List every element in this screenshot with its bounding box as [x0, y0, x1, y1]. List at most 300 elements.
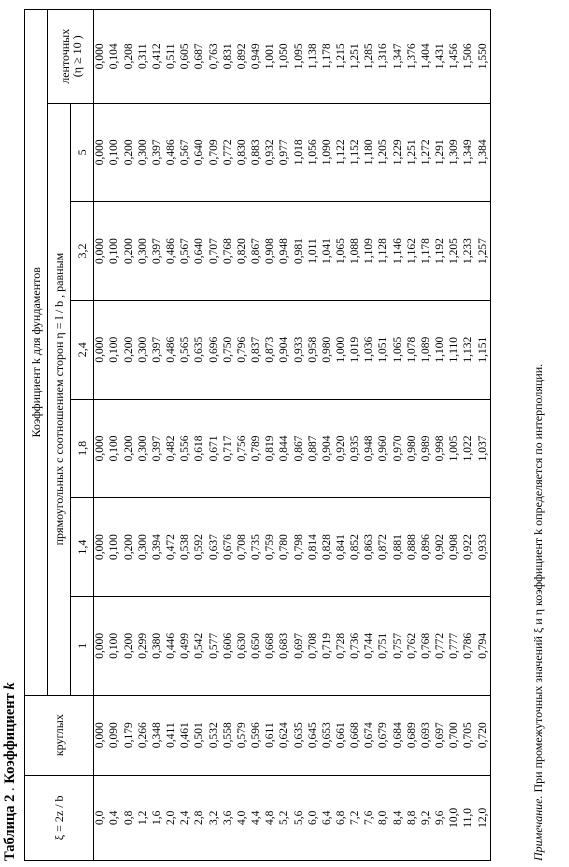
cell-xi: 0,0 [94, 775, 109, 860]
cell-rect: 1,019 [349, 300, 363, 399]
cell-rect: 0,960 [377, 399, 391, 498]
cell-rect: 0,841 [335, 498, 349, 597]
cell-rect: 0,814 [306, 498, 320, 597]
cell-rect: 0,904 [278, 300, 292, 399]
table-row [335, 10, 349, 861]
cell-rect: 1,089 [420, 300, 434, 399]
cell-xi: 10,0 [448, 775, 462, 860]
table-row [108, 10, 122, 861]
cell-circular: 0,266 [136, 695, 150, 775]
cell-strip: 1,095 [292, 10, 306, 104]
header-eta-5: 5 [71, 103, 94, 202]
cell-xi: 5,2 [278, 775, 292, 860]
header-eta-2-4: 2,4 [71, 300, 94, 399]
cell-rect: 0,863 [363, 498, 377, 597]
cell-rect: 0,789 [250, 399, 264, 498]
cell-rect: 1,088 [349, 202, 363, 301]
cell-rect: 0,567 [179, 202, 193, 301]
note-text: При промежуточных значений ξ и η коэффициент k определяется по интерполяции. [531, 363, 545, 796]
cell-circular: 0,679 [377, 695, 391, 775]
table-row [250, 10, 264, 861]
cell-rect: 0,000 [94, 399, 109, 498]
cell-strip: 0,763 [207, 10, 221, 104]
cell-circular: 0,501 [193, 695, 207, 775]
cell-strip: 1,431 [434, 10, 448, 104]
cell-rect: 1,178 [420, 202, 434, 301]
header-group: Коэффициент k для фундаментов [25, 10, 48, 696]
cell-rect: 0,920 [335, 399, 349, 498]
cell-rect: 0,630 [236, 596, 250, 695]
cell-circular: 0,705 [462, 695, 476, 775]
cell-rect: 1,110 [448, 300, 462, 399]
table-row [420, 10, 434, 861]
cell-rect: 0,888 [405, 498, 419, 597]
table-number: Таблица 2 [2, 794, 18, 861]
cell-strip: 0,831 [221, 10, 235, 104]
cell-xi: 7,2 [349, 775, 363, 860]
cell-rect: 0,958 [306, 300, 320, 399]
cell-xi: 9,6 [434, 775, 448, 860]
header-eta-1-4: 1,4 [71, 498, 94, 597]
title-symbol: k [2, 682, 18, 690]
cell-rect: 0,000 [94, 103, 109, 202]
cell-rect: 0,933 [292, 300, 306, 399]
cell-rect: 0,998 [434, 399, 448, 498]
cell-xi: 1,6 [151, 775, 165, 860]
cell-circular: 0,611 [264, 695, 278, 775]
table-row [391, 10, 405, 861]
cell-rect: 0,200 [122, 300, 136, 399]
cell-xi: 8,8 [405, 775, 419, 860]
cell-xi: 8,4 [391, 775, 405, 860]
header-circular: круглых [25, 695, 94, 775]
cell-rect: 0,736 [349, 596, 363, 695]
cell-circular: 0,674 [363, 695, 377, 775]
cell-circular: 0,684 [391, 695, 405, 775]
cell-strip: 1,456 [448, 10, 462, 104]
cell-strip: 1,506 [462, 10, 476, 104]
cell-rect: 0,756 [236, 399, 250, 498]
cell-rect: 0,542 [193, 596, 207, 695]
cell-rect: 1,152 [349, 103, 363, 202]
table-row [434, 10, 448, 861]
cell-rect: 1,205 [377, 103, 391, 202]
cell-xi: 1,2 [136, 775, 150, 860]
cell-rect: 0,640 [193, 202, 207, 301]
cell-rect: 1,309 [448, 103, 462, 202]
cell-rect: 0,486 [165, 103, 179, 202]
cell-rect: 0,768 [221, 202, 235, 301]
header-eta-1: 1 [71, 596, 94, 695]
table-note [531, 364, 546, 861]
cell-rect: 0,300 [136, 300, 150, 399]
cell-rect: 0,000 [94, 498, 109, 597]
cell-rect: 0,977 [278, 103, 292, 202]
cell-rect: 0,904 [321, 399, 335, 498]
cell-rect: 0,719 [321, 596, 335, 695]
cell-rect: 0,592 [193, 498, 207, 597]
cell-rect: 0,759 [264, 498, 278, 597]
cell-circular: 0,179 [122, 695, 136, 775]
cell-rect: 1,128 [377, 202, 391, 301]
cell-rect: 0,299 [136, 596, 150, 695]
cell-xi: 0,8 [122, 775, 136, 860]
cell-circular: 0,624 [278, 695, 292, 775]
cell-rect: 0,000 [94, 596, 109, 695]
cell-rect: 0,486 [165, 202, 179, 301]
cell-rect: 1,132 [462, 300, 476, 399]
cell-rect: 1,018 [292, 103, 306, 202]
cell-rect: 0,819 [264, 399, 278, 498]
table-row [122, 10, 136, 861]
cell-xi: 8,0 [377, 775, 391, 860]
cell-circular: 0,348 [151, 695, 165, 775]
cell-rect: 0,446 [165, 596, 179, 695]
cell-rect: 0,735 [250, 498, 264, 597]
cell-xi: 11,0 [462, 775, 476, 860]
cell-rect: 0,000 [94, 202, 109, 301]
cell-rect: 1,056 [306, 103, 320, 202]
cell-xi: 0,4 [108, 775, 122, 860]
table-row [236, 10, 250, 861]
table-row [306, 10, 320, 861]
cell-rect: 1,251 [405, 103, 419, 202]
table-row [462, 10, 476, 861]
cell-rect: 0,980 [321, 300, 335, 399]
header-strip-line1: ленточных [57, 28, 72, 84]
title-word: Коэффициент [2, 693, 18, 784]
cell-rect: 0,300 [136, 399, 150, 498]
table-row [193, 10, 207, 861]
cell-rect: 0,709 [207, 103, 221, 202]
cell-xi: 4,0 [236, 775, 250, 860]
table-row [151, 10, 165, 861]
table-row [207, 10, 221, 861]
cell-rect: 1,151 [476, 300, 491, 399]
cell-circular: 0,635 [292, 695, 306, 775]
cell-rect: 0,200 [122, 202, 136, 301]
cell-strip: 0,687 [193, 10, 207, 104]
cell-rect: 1,078 [405, 300, 419, 399]
header-xi: ξ = 2z / b [25, 775, 94, 860]
cell-rect: 0,394 [151, 498, 165, 597]
cell-rect: 1,146 [391, 202, 405, 301]
cell-rect: 0,830 [236, 103, 250, 202]
cell-strip: 0,104 [108, 10, 122, 104]
cell-xi: 4,8 [264, 775, 278, 860]
cell-rect: 0,635 [193, 300, 207, 399]
cell-rect: 0,796 [236, 300, 250, 399]
cell-rect: 1,109 [363, 202, 377, 301]
cell-xi: 6,0 [306, 775, 320, 860]
header-eta-1-8: 1,8 [71, 399, 94, 498]
table-title [2, 682, 19, 861]
cell-rect: 1,065 [335, 202, 349, 301]
cell-rect: 0,887 [306, 399, 320, 498]
cell-strip: 1,347 [391, 10, 405, 104]
cell-rect: 0,640 [193, 103, 207, 202]
cell-circular: 0,661 [335, 695, 349, 775]
cell-rect: 1,037 [476, 399, 491, 498]
cell-circular: 0,645 [306, 695, 320, 775]
cell-rect: 0,200 [122, 103, 136, 202]
cell-rect: 0,908 [264, 202, 278, 301]
cell-rect: 0,935 [349, 399, 363, 498]
cell-rect: 0,668 [264, 596, 278, 695]
cell-rect: 0,970 [391, 399, 405, 498]
table-body [94, 10, 491, 861]
cell-rect: 0,708 [306, 596, 320, 695]
cell-rect: 0,896 [420, 498, 434, 597]
cell-rect: 1,036 [363, 300, 377, 399]
cell-rect: 0,820 [236, 202, 250, 301]
cell-circular: 0,697 [434, 695, 448, 775]
cell-rect: 1,233 [462, 202, 476, 301]
cell-xi: 3,2 [207, 775, 221, 860]
cell-rect: 0,744 [363, 596, 377, 695]
cell-rect: 0,707 [207, 202, 221, 301]
cell-circular: 0,000 [94, 695, 109, 775]
cell-rect: 0,300 [136, 498, 150, 597]
cell-rect: 0,922 [462, 498, 476, 597]
table-row [363, 10, 377, 861]
cell-rect: 0,565 [179, 300, 193, 399]
cell-rect: 0,980 [405, 399, 419, 498]
table-row [179, 10, 193, 861]
cell-rect: 1,090 [321, 103, 335, 202]
cell-rect: 1,005 [448, 399, 462, 498]
cell-rect: 0,728 [335, 596, 349, 695]
cell-circular: 0,579 [236, 695, 250, 775]
table-row [292, 10, 306, 861]
cell-xi: 3,6 [221, 775, 235, 860]
cell-rect: 0,200 [122, 399, 136, 498]
cell-strip: 1,001 [264, 10, 278, 104]
table-row [321, 10, 335, 861]
cell-strip: 1,138 [306, 10, 320, 104]
cell-strip: 0,412 [151, 10, 165, 104]
cell-rect: 0,618 [193, 399, 207, 498]
cell-rect: 0,933 [476, 498, 491, 597]
cell-rect: 1,257 [476, 202, 491, 301]
cell-rect: 0,683 [278, 596, 292, 695]
cell-rect: 0,757 [391, 596, 405, 695]
cell-rect: 0,798 [292, 498, 306, 597]
cell-rect: 1,384 [476, 103, 491, 202]
cell-rect: 0,844 [278, 399, 292, 498]
cell-rect: 0,989 [420, 399, 434, 498]
cell-rect: 0,948 [363, 399, 377, 498]
cell-rect: 1,291 [434, 103, 448, 202]
title-separator: . [2, 783, 18, 795]
cell-rect: 0,794 [476, 596, 491, 695]
cell-rect: 1,051 [377, 300, 391, 399]
cell-rect: 1,272 [420, 103, 434, 202]
cell-rect: 0,881 [391, 498, 405, 597]
cell-strip: 0,311 [136, 10, 150, 104]
cell-xi: 6,4 [321, 775, 335, 860]
cell-rect: 0,397 [151, 300, 165, 399]
note-lead: Примечание. [531, 795, 545, 861]
cell-strip: 0,208 [122, 10, 136, 104]
cell-strip: 0,949 [250, 10, 264, 104]
table-row [405, 10, 419, 861]
cell-rect: 0,100 [108, 202, 122, 301]
cell-xi: 6,8 [335, 775, 349, 860]
cell-xi: 2,8 [193, 775, 207, 860]
cell-strip: 0,605 [179, 10, 193, 104]
cell-circular: 0,411 [165, 695, 179, 775]
cell-circular: 0,596 [250, 695, 264, 775]
cell-rect: 0,482 [165, 399, 179, 498]
cell-rect: 0,948 [278, 202, 292, 301]
cell-rect: 0,902 [434, 498, 448, 597]
cell-rect: 0,780 [278, 498, 292, 597]
cell-rect: 0,852 [349, 498, 363, 597]
cell-rect: 0,786 [462, 596, 476, 695]
cell-rect: 0,696 [207, 300, 221, 399]
cell-rect: 0,867 [292, 399, 306, 498]
cell-rect: 0,762 [405, 596, 419, 695]
cell-strip: 1,404 [420, 10, 434, 104]
cell-rect: 0,708 [236, 498, 250, 597]
cell-rect: 0,100 [108, 399, 122, 498]
cell-rect: 0,499 [179, 596, 193, 695]
cell-rect: 0,300 [136, 202, 150, 301]
cell-rect: 0,397 [151, 103, 165, 202]
cell-rect: 0,200 [122, 498, 136, 597]
cell-rect: 0,000 [94, 300, 109, 399]
cell-rect: 0,872 [377, 498, 391, 597]
cell-rect: 0,556 [179, 399, 193, 498]
cell-rect: 0,100 [108, 498, 122, 597]
table-row [165, 10, 179, 861]
table-row [278, 10, 292, 861]
cell-circular: 0,700 [448, 695, 462, 775]
cell-strip: 0,000 [94, 10, 109, 104]
cell-strip: 1,550 [476, 10, 491, 104]
cell-strip: 0,511 [165, 10, 179, 104]
cell-strip: 1,285 [363, 10, 377, 104]
cell-xi: 9,2 [420, 775, 434, 860]
table-row [377, 10, 391, 861]
cell-circular: 0,668 [349, 695, 363, 775]
table-row [94, 10, 109, 861]
cell-rect: 0,676 [221, 498, 235, 597]
cell-circular: 0,693 [420, 695, 434, 775]
cell-rect: 0,768 [420, 596, 434, 695]
cell-rect: 0,772 [221, 103, 235, 202]
cell-rect: 0,981 [292, 202, 306, 301]
cell-rect: 0,606 [221, 596, 235, 695]
cell-rect: 0,873 [264, 300, 278, 399]
cell-rect: 0,380 [151, 596, 165, 695]
cell-strip: 1,316 [377, 10, 391, 104]
cell-rect: 0,828 [321, 498, 335, 597]
cell-rect: 1,000 [335, 300, 349, 399]
header-strip [48, 10, 94, 104]
cell-rect: 0,397 [151, 399, 165, 498]
cell-rect: 0,932 [264, 103, 278, 202]
header-strip-line2: (η ≥ 10 ) [69, 35, 84, 78]
cell-rect: 0,650 [250, 596, 264, 695]
cell-rect: 0,883 [250, 103, 264, 202]
cell-xi: 2,0 [165, 775, 179, 860]
cell-rect: 0,472 [165, 498, 179, 597]
cell-rect: 1,192 [434, 202, 448, 301]
cell-rect: 1,041 [321, 202, 335, 301]
cell-rect: 0,837 [250, 300, 264, 399]
cell-rect: 0,486 [165, 300, 179, 399]
cell-rect: 0,100 [108, 596, 122, 695]
cell-rect: 1,229 [391, 103, 405, 202]
cell-rect: 0,300 [136, 103, 150, 202]
cell-rect: 0,908 [448, 498, 462, 597]
cell-strip: 1,251 [349, 10, 363, 104]
cell-rect: 0,751 [377, 596, 391, 695]
cell-xi: 7,6 [363, 775, 377, 860]
header-rectangular: прямоугольных с соотношением сторон η = l / b , равным [48, 103, 71, 695]
table-row [448, 10, 462, 861]
cell-rect: 0,577 [207, 596, 221, 695]
cell-circular: 0,532 [207, 695, 221, 775]
cell-rect: 0,100 [108, 300, 122, 399]
cell-rect: 0,100 [108, 103, 122, 202]
cell-rect: 0,867 [250, 202, 264, 301]
header-eta-3-2: 3,2 [71, 202, 94, 301]
cell-xi: 5,6 [292, 775, 306, 860]
cell-rect: 0,200 [122, 596, 136, 695]
cell-rect: 0,671 [207, 399, 221, 498]
cell-rect: 1,180 [363, 103, 377, 202]
cell-rect: 0,567 [179, 103, 193, 202]
cell-rect: 1,022 [462, 399, 476, 498]
cell-rect: 1,205 [448, 202, 462, 301]
cell-rect: 0,697 [292, 596, 306, 695]
cell-rect: 1,349 [462, 103, 476, 202]
cell-circular: 0,461 [179, 695, 193, 775]
cell-circular: 0,558 [221, 695, 235, 775]
cell-circular: 0,689 [405, 695, 419, 775]
cell-rect: 1,122 [335, 103, 349, 202]
cell-rect: 0,397 [151, 202, 165, 301]
cell-rect: 0,772 [434, 596, 448, 695]
cell-rect: 1,100 [434, 300, 448, 399]
cell-rect: 0,717 [221, 399, 235, 498]
cell-rect: 1,162 [405, 202, 419, 301]
cell-rect: 0,538 [179, 498, 193, 597]
cell-strip: 1,178 [321, 10, 335, 104]
cell-xi: 2,4 [179, 775, 193, 860]
table-row [476, 10, 491, 861]
cell-xi: 12,0 [476, 775, 491, 860]
cell-circular: 0,653 [321, 695, 335, 775]
cell-strip: 1,376 [405, 10, 419, 104]
cell-rect: 0,777 [448, 596, 462, 695]
cell-strip: 1,215 [335, 10, 349, 104]
cell-rect: 1,065 [391, 300, 405, 399]
cell-rect: 1,011 [306, 202, 320, 301]
table-row [349, 10, 363, 861]
cell-circular: 0,720 [476, 695, 491, 775]
table-row [136, 10, 150, 861]
cell-xi: 4,4 [250, 775, 264, 860]
coefficient-table [24, 9, 491, 861]
cell-strip: 1,050 [278, 10, 292, 104]
cell-rect: 0,750 [221, 300, 235, 399]
cell-rect: 0,637 [207, 498, 221, 597]
cell-strip: 0,892 [236, 10, 250, 104]
